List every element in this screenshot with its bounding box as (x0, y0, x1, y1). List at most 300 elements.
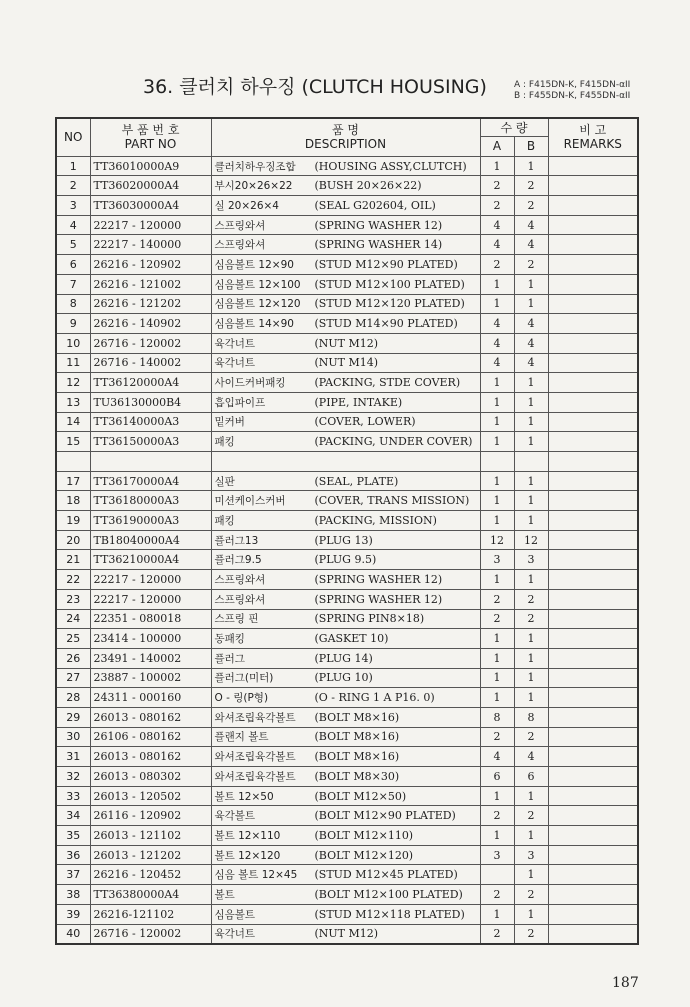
row-qty-b: 1 (514, 648, 548, 668)
row-description (211, 845, 480, 865)
row-desc-en: (BOLT M12×100 PLATED) (314, 887, 463, 901)
row-desc-kr: 스프링와셔 (214, 239, 266, 252)
row-no: 34 (56, 806, 90, 826)
row-desc-kr: 육각볼트 (214, 810, 256, 823)
row-qty-b: 1 (514, 274, 548, 294)
table-row (56, 156, 638, 176)
row-description (211, 156, 480, 176)
row-desc-kr: 볼트 (214, 888, 235, 901)
row-part-no: 26216-121102 (90, 904, 211, 924)
row-qty-b: 8 (514, 707, 548, 727)
table-row (56, 196, 638, 216)
row-desc-kr: 스프링와셔 (214, 219, 266, 232)
row-remarks (548, 353, 638, 373)
row-remarks (548, 452, 638, 472)
row-description (211, 530, 480, 550)
row-remarks (548, 668, 638, 688)
row-no: 19 (56, 511, 90, 531)
row-remarks (548, 786, 638, 806)
row-part-no: 26216 - 120902 (90, 255, 211, 275)
row-no: 30 (56, 727, 90, 747)
row-part-no: 26013 - 080162 (90, 707, 211, 727)
row-no: 5 (56, 235, 90, 255)
row-qty-a: 1 (480, 156, 514, 176)
row-qty-a: 2 (480, 589, 514, 609)
row-no: 11 (56, 353, 90, 373)
row-part-no: 26013 - 121102 (90, 826, 211, 846)
row-no: 35 (56, 826, 90, 846)
row-no: 17 (56, 471, 90, 491)
row-description (211, 353, 480, 373)
row-remarks (548, 392, 638, 412)
row-remarks (548, 767, 638, 787)
row-part-no (90, 452, 211, 472)
row-part-no: 26716 - 120002 (90, 924, 211, 944)
row-description (211, 707, 480, 727)
table-row (56, 333, 638, 353)
row-desc-kr: 패킹 (214, 436, 235, 449)
row-desc-kr: 동패킹 (214, 633, 245, 646)
row-no: 3 (56, 196, 90, 216)
row-part-no: TT36210000A4 (90, 550, 211, 570)
row-no: 15 (56, 432, 90, 452)
row-description (211, 629, 480, 649)
table-row (56, 668, 638, 688)
row-remarks (548, 688, 638, 708)
row-part-no: 26013 - 120502 (90, 786, 211, 806)
header-part-no (90, 118, 211, 156)
row-description (211, 412, 480, 432)
row-desc-en: (STUD M12×90 PLATED) (314, 257, 458, 271)
header-part-en: PART NO (124, 137, 177, 152)
row-desc-kr: 볼트 12×50 (214, 790, 274, 803)
row-qty-a: 1 (480, 294, 514, 314)
table-row (56, 550, 638, 570)
row-remarks (548, 648, 638, 668)
row-remarks (548, 294, 638, 314)
row-qty-a: 1 (480, 491, 514, 511)
row-part-no: 24311 - 000160 (90, 688, 211, 708)
row-desc-en: (SEAL G202604, OIL) (314, 198, 436, 212)
row-qty-b: 1 (514, 156, 548, 176)
row-qty-a: 2 (480, 806, 514, 826)
row-no: 26 (56, 648, 90, 668)
row-no: 14 (56, 412, 90, 432)
table-row (56, 648, 638, 668)
row-desc-kr: 와셔조립육각볼트 (214, 770, 296, 783)
row-qty-b: 3 (514, 845, 548, 865)
row-part-no: TT36180000A3 (90, 491, 211, 511)
row-qty-a: 2 (480, 609, 514, 629)
row-description (211, 570, 480, 590)
row-no: 32 (56, 767, 90, 787)
row-desc-en: (BOLT M12×120) (314, 848, 414, 862)
row-no: 37 (56, 865, 90, 885)
table-row (56, 471, 638, 491)
row-qty-a: 2 (480, 885, 514, 905)
row-description (211, 924, 480, 944)
table-row (56, 432, 638, 452)
row-desc-kr: 심음볼트 12×90 (214, 258, 294, 271)
row-qty-a: 4 (480, 314, 514, 334)
row-part-no: 22217 - 120000 (90, 570, 211, 590)
table-row (56, 392, 638, 412)
row-qty-a: 4 (480, 215, 514, 235)
row-qty-a: 2 (480, 255, 514, 275)
row-part-no: 26216 - 121202 (90, 294, 211, 314)
row-qty-b: 4 (514, 353, 548, 373)
table-row (56, 924, 638, 944)
row-qty-a: 1 (480, 688, 514, 708)
row-qty-a: 12 (480, 530, 514, 550)
row-description (211, 333, 480, 353)
row-remarks (548, 629, 638, 649)
row-qty-a: 2 (480, 196, 514, 216)
table-row (56, 767, 638, 787)
header-desc-en: DESCRIPTION (304, 137, 387, 152)
row-desc-en: (BOLT M8×16) (314, 710, 400, 724)
row-desc-en: (BOLT M12×110) (314, 828, 414, 842)
row-qty-a (480, 452, 514, 472)
row-no: 29 (56, 707, 90, 727)
row-remarks (548, 550, 638, 570)
row-qty-a: 6 (480, 767, 514, 787)
row-qty-a: 1 (480, 274, 514, 294)
row-part-no: 26216 - 120452 (90, 865, 211, 885)
row-desc-kr: 실 20×26×4 (214, 199, 279, 212)
row-part-no: 26013 - 121202 (90, 845, 211, 865)
row-desc-kr: 스프링와셔 (214, 573, 266, 586)
row-remarks (548, 176, 638, 196)
row-remarks (548, 826, 638, 846)
row-part-no: TT36010000A9 (90, 156, 211, 176)
row-part-no: 26216 - 121002 (90, 274, 211, 294)
row-qty-b: 2 (514, 609, 548, 629)
row-no: 10 (56, 333, 90, 353)
row-desc-kr: 밑커버 (214, 416, 245, 429)
row-description (211, 550, 480, 570)
row-no: 22 (56, 570, 90, 590)
row-desc-kr: 실판 (214, 475, 235, 488)
row-remarks (548, 865, 638, 885)
row-desc-en: (PACKING, MISSION) (314, 513, 437, 527)
table-row (56, 589, 638, 609)
row-part-no: 23491 - 140002 (90, 648, 211, 668)
row-no: 6 (56, 255, 90, 275)
row-description (211, 904, 480, 924)
row-description (211, 648, 480, 668)
row-desc-kr: 심음 볼트 12×45 (214, 869, 298, 882)
row-remarks (548, 924, 638, 944)
page-title: 36. 클러치 하우징 (CLUTCH HOUSING) (143, 76, 487, 98)
row-qty-a: 1 (480, 826, 514, 846)
table-row (56, 314, 638, 334)
row-remarks (548, 156, 638, 176)
row-qty-b: 4 (514, 235, 548, 255)
row-desc-en: (SPRING WASHER 12) (314, 592, 443, 606)
row-qty-b: 2 (514, 589, 548, 609)
row-desc-kr: 부시20×26×22 (214, 180, 293, 193)
row-desc-en: (STUD M12×100 PLATED) (314, 277, 465, 291)
row-remarks (548, 904, 638, 924)
row-remarks (548, 314, 638, 334)
row-desc-en: (BOLT M8×30) (314, 769, 400, 783)
row-desc-en: (SPRING WASHER 12) (314, 218, 443, 232)
row-remarks (548, 471, 638, 491)
row-qty-b: 4 (514, 215, 548, 235)
row-qty-b: 12 (514, 530, 548, 550)
table-row (56, 570, 638, 590)
row-description (211, 392, 480, 412)
row-description (211, 747, 480, 767)
row-qty-b: 4 (514, 747, 548, 767)
row-part-no: 26013 - 080302 (90, 767, 211, 787)
row-desc-en: (BOLT M12×90 PLATED) (314, 809, 456, 823)
row-desc-kr: 육각너트 (214, 357, 256, 370)
table-row (56, 491, 638, 511)
row-qty-a: 4 (480, 235, 514, 255)
row-remarks (548, 530, 638, 550)
row-description (211, 727, 480, 747)
row-qty-b: 2 (514, 196, 548, 216)
row-qty-b: 1 (514, 786, 548, 806)
row-description (211, 491, 480, 511)
row-desc-en: (SPRING WASHER 12) (314, 572, 443, 586)
row-remarks (548, 432, 638, 452)
row-desc-en: (COVER, LOWER) (314, 415, 416, 429)
row-remarks (548, 707, 638, 727)
row-desc-kr: 와셔조립육각볼트 (214, 711, 296, 724)
row-part-no: 22217 - 120000 (90, 589, 211, 609)
row-description (211, 865, 480, 885)
row-qty-b: 2 (514, 176, 548, 196)
row-qty-b: 1 (514, 865, 548, 885)
row-no: 18 (56, 491, 90, 511)
row-qty-a: 1 (480, 511, 514, 531)
row-qty-a: 4 (480, 747, 514, 767)
row-qty-b: 2 (514, 255, 548, 275)
row-remarks (548, 747, 638, 767)
row-desc-kr: 육각너트 (214, 928, 256, 941)
row-no: 38 (56, 885, 90, 905)
row-desc-en: (SEAL, PLATE) (314, 474, 399, 488)
table-row (56, 215, 638, 235)
row-part-no: TB18040000A4 (90, 530, 211, 550)
row-no: 20 (56, 530, 90, 550)
header-no: NO (56, 118, 90, 156)
row-description (211, 609, 480, 629)
row-desc-kr: O - 링(P형) (214, 692, 269, 705)
row-remarks (548, 511, 638, 531)
row-desc-en: (PIPE, INTAKE) (314, 395, 403, 409)
row-remarks (548, 274, 638, 294)
row-remarks (548, 885, 638, 905)
table-row (56, 530, 638, 550)
row-remarks (548, 235, 638, 255)
row-qty-b: 4 (514, 314, 548, 334)
row-desc-kr: 플러그(미터) (214, 672, 274, 685)
row-remarks (548, 373, 638, 393)
row-remarks (548, 727, 638, 747)
row-desc-en: (NUT M12) (314, 927, 379, 941)
row-no: 28 (56, 688, 90, 708)
row-no: 31 (56, 747, 90, 767)
table-row (56, 865, 638, 885)
row-qty-b: 1 (514, 491, 548, 511)
row-description (211, 885, 480, 905)
table-row (56, 274, 638, 294)
row-desc-en: (BOLT M8×16) (314, 750, 400, 764)
row-qty-b: 1 (514, 471, 548, 491)
row-desc-kr: 와셔조립육각볼트 (214, 751, 296, 764)
row-part-no: 23887 - 100002 (90, 668, 211, 688)
header-part-kr: 부 품 번 호 (121, 123, 180, 138)
table-row (56, 235, 638, 255)
row-qty-a (480, 865, 514, 885)
table-row (56, 255, 638, 275)
row-part-no: TT36150000A3 (90, 432, 211, 452)
row-description (211, 511, 480, 531)
parts-table (55, 117, 639, 945)
row-qty-a: 1 (480, 570, 514, 590)
row-desc-kr: 클러치하우징조합 (214, 160, 296, 173)
row-no: 9 (56, 314, 90, 334)
row-qty-b: 1 (514, 294, 548, 314)
row-desc-en: (BOLT M12×50) (314, 789, 407, 803)
table-row (56, 412, 638, 432)
table-row (56, 904, 638, 924)
row-description (211, 786, 480, 806)
row-qty-b: 1 (514, 511, 548, 531)
row-desc-en: (NUT M12) (314, 336, 379, 350)
row-desc-en: (O - RING 1 A P16. 0) (314, 691, 435, 705)
row-desc-kr: 플러그9.5 (214, 554, 262, 567)
row-description (211, 767, 480, 787)
row-no: 27 (56, 668, 90, 688)
row-remarks (548, 412, 638, 432)
table-row (56, 707, 638, 727)
row-part-no: 23414 - 100000 (90, 629, 211, 649)
row-part-no: 26216 - 140902 (90, 314, 211, 334)
row-no: 40 (56, 924, 90, 944)
row-remarks (548, 255, 638, 275)
row-qty-b: 6 (514, 767, 548, 787)
table-row (56, 845, 638, 865)
row-part-no: TT36020000A4 (90, 176, 211, 196)
row-desc-kr: 플러그 (214, 652, 245, 665)
header-desc-kr: 품 명 (332, 123, 359, 138)
row-qty-a: 3 (480, 845, 514, 865)
row-description (211, 432, 480, 452)
row-description (211, 176, 480, 196)
row-no: 1 (56, 156, 90, 176)
row-description (211, 688, 480, 708)
row-qty-a: 4 (480, 333, 514, 353)
table-row (56, 176, 638, 196)
row-qty-b: 1 (514, 688, 548, 708)
row-desc-kr: 볼트 12×110 (214, 829, 281, 842)
row-description (211, 215, 480, 235)
row-no: 8 (56, 294, 90, 314)
row-qty-a: 4 (480, 353, 514, 373)
row-desc-kr: 심음볼트 12×100 (214, 278, 301, 291)
row-qty-a: 1 (480, 904, 514, 924)
row-remarks (548, 215, 638, 235)
row-no: 39 (56, 904, 90, 924)
row-desc-en: (HOUSING ASSY,CLUTCH) (314, 159, 467, 173)
row-description (211, 373, 480, 393)
header-description (211, 118, 480, 156)
row-desc-kr: 스프링 핀 (214, 613, 259, 626)
row-no: 24 (56, 609, 90, 629)
table-row (56, 727, 638, 747)
table-row (56, 353, 638, 373)
row-part-no: TT36030000A4 (90, 196, 211, 216)
row-no: 13 (56, 392, 90, 412)
row-qty-b: 2 (514, 885, 548, 905)
row-qty-a: 2 (480, 924, 514, 944)
row-part-no: TT36190000A3 (90, 511, 211, 531)
row-qty-a: 1 (480, 432, 514, 452)
row-remarks (548, 589, 638, 609)
table-row (56, 629, 638, 649)
row-description (211, 668, 480, 688)
header-qty-b: B (514, 137, 548, 157)
row-desc-en: (COVER, TRANS MISSION) (314, 494, 470, 508)
row-remarks (548, 491, 638, 511)
row-qty-b: 1 (514, 412, 548, 432)
row-desc-en: (SPRING WASHER 14) (314, 238, 443, 252)
row-qty-a: 1 (480, 648, 514, 668)
row-desc-kr: 심음볼트 14×90 (214, 318, 294, 331)
row-description (211, 196, 480, 216)
row-qty-a: 2 (480, 727, 514, 747)
header-remarks (548, 118, 638, 156)
row-desc-kr: 볼트 12×120 (214, 849, 281, 862)
row-desc-en: (BUSH 20×26×22) (314, 179, 422, 193)
table-row (56, 511, 638, 531)
row-desc-kr: 스프링와셔 (214, 593, 266, 606)
row-qty-a: 1 (480, 629, 514, 649)
row-description (211, 274, 480, 294)
row-qty-a: 1 (480, 392, 514, 412)
row-remarks (548, 845, 638, 865)
row-part-no: 26116 - 120902 (90, 806, 211, 826)
row-part-no: 22217 - 140000 (90, 235, 211, 255)
row-desc-en: (PACKING, STDE COVER) (314, 376, 461, 390)
row-remarks (548, 609, 638, 629)
row-remarks (548, 570, 638, 590)
header-rem-kr: 비 고 (579, 123, 607, 138)
row-qty-b: 3 (514, 550, 548, 570)
row-description (211, 452, 480, 472)
row-qty-b: 2 (514, 727, 548, 747)
row-qty-b: 1 (514, 826, 548, 846)
row-remarks (548, 196, 638, 216)
row-description (211, 471, 480, 491)
row-qty-b: 1 (514, 668, 548, 688)
row-no: 36 (56, 845, 90, 865)
row-no: 4 (56, 215, 90, 235)
row-desc-en: (STUD M12×118 PLATED) (314, 907, 465, 921)
table-row (56, 806, 638, 826)
table-row (56, 452, 638, 472)
row-desc-en: (PLUG 9.5) (314, 553, 377, 567)
row-desc-en: (STUD M14×90 PLATED) (314, 317, 458, 331)
header-qty-a: A (480, 137, 514, 157)
row-description (211, 826, 480, 846)
row-remarks (548, 333, 638, 353)
